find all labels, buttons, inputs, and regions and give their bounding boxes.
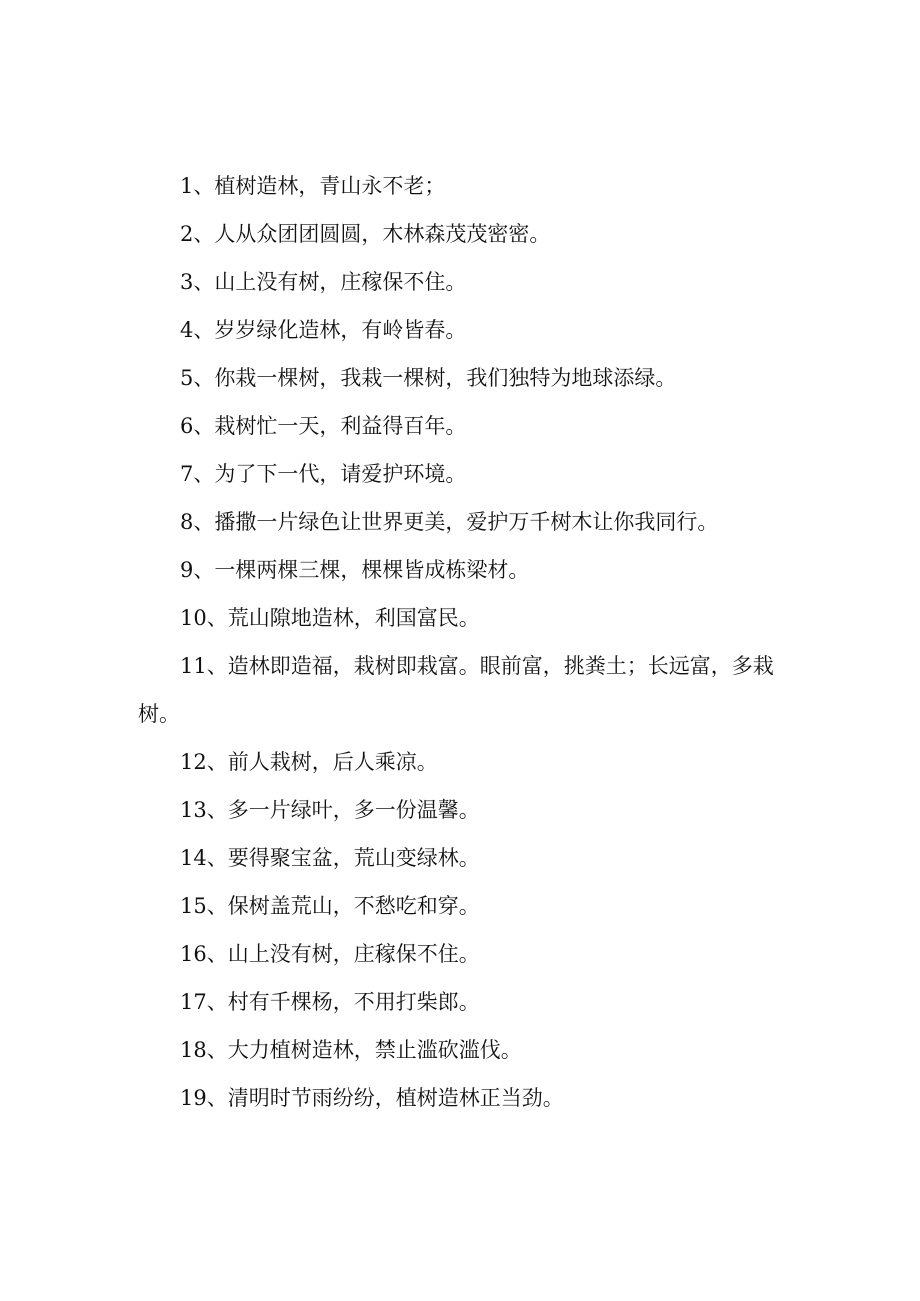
slogan-item-12: 12、前人栽树，后人乘凉。 [180,750,438,774]
slogan-item-1: 1、植树造林，青山永不老； [180,174,446,198]
slogan-item-10: 10、荒山隙地造林，利国富民。 [180,606,480,630]
slogan-item-13: 13、多一片绿叶，多一份温馨。 [180,798,480,822]
slogan-item-4: 4、岁岁绿化造林，有岭皆春。 [180,318,467,342]
slogan-item-18: 18、大力植树造林，禁止滥砍滥伐。 [180,1038,522,1062]
slogan-item-9: 9、一棵两棵三棵，棵棵皆成栋梁材。 [180,558,530,582]
slogan-list [138,162,783,1122]
slogan-item-11: 11、造林即造福，栽树即栽富。眼前富，挑粪土；长远富，多栽树。 [138,654,774,726]
slogan-item-3: 3、山上没有树，庄稼保不住。 [180,270,467,294]
slogan-item-15: 15、保树盖荒山，不愁吃和穿。 [180,894,480,918]
slogan-item-19: 19、清明时节雨纷纷，植树造林正当劲。 [180,1086,564,1110]
slogan-item-14: 14、要得聚宝盆，荒山变绿林。 [180,846,480,870]
slogan-item-6: 6、栽树忙一天，利益得百年。 [180,414,467,438]
slogan-item-16: 16、山上没有树，庄稼保不住。 [180,942,480,966]
slogan-item-7: 7、为了下一代，请爱护环境。 [180,462,467,486]
slogan-item-2: 2、人从众团团圆圆，木林森茂茂密密。 [180,222,551,246]
slogan-item-8: 8、播撒一片绿色让世界更美，爱护万千树木让你我同行。 [180,510,719,534]
slogan-item-17: 17、村有千棵杨，不用打柴郎。 [180,990,480,1014]
slogan-item-5: 5、你栽一棵树，我栽一棵树，我们独特为地球添绿。 [180,366,677,390]
